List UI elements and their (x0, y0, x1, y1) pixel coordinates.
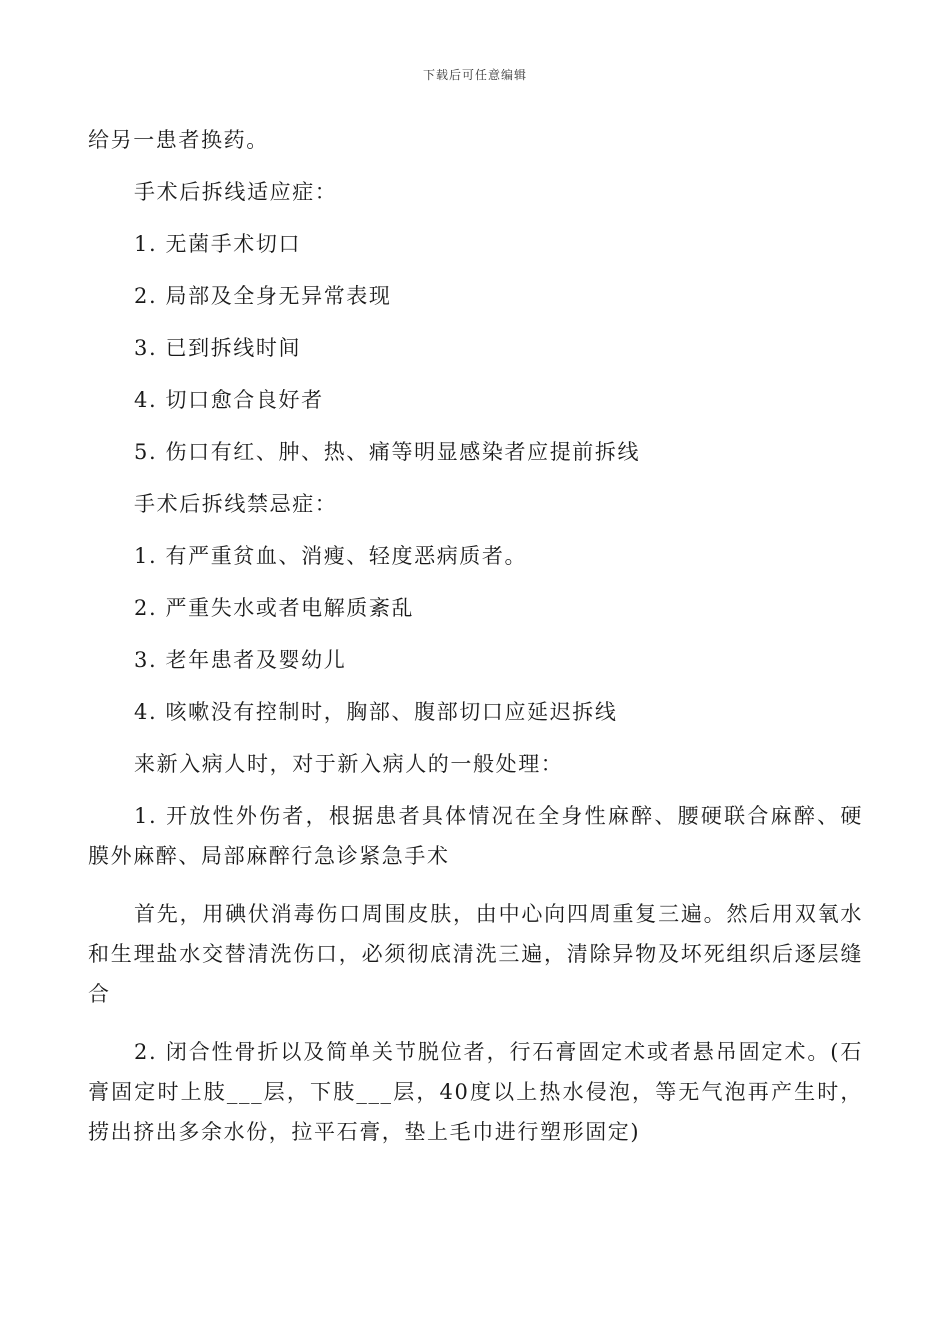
document-body (88, 120, 863, 1170)
section-heading-contraindications: 手术后拆线禁忌症： (134, 492, 338, 516)
list-item: 3. 老年患者及婴幼儿 (134, 648, 347, 672)
list-item: 4. 切口愈合良好者 (134, 388, 324, 412)
page-header: 下载后可任意编辑 (422, 68, 527, 82)
list-item: 2. 局部及全身无异常表现 (134, 284, 392, 308)
list-item: 2. 严重失水或者电解质紊乱 (134, 596, 415, 620)
list-item: 1. 无菌手术切口 (134, 232, 302, 256)
section-heading-new-patients: 来新入病人时，对于新入病人的一般处理： (134, 752, 564, 776)
paragraph: 给另一患者换药。 (88, 128, 269, 152)
paragraph: 首先，用碘伏消毒伤口周围皮肤，由中心向四周重复三遍。然后用双氧水和生理盐水交替清洗伤口，必须彻底清洗三遍，清除异物及坏死组织后逐层缝合 (88, 902, 863, 1006)
list-item: 5. 伤口有红、肿、热、痛等明显感染者应提前拆线 (134, 440, 641, 464)
list-item: 1. 有严重贫血、消瘦、轻度恶病质者。 (134, 544, 528, 568)
paragraph: 2. 闭合性骨折以及简单关节脱位者，行石膏固定术或者悬吊固定术。(石膏固定时上肢___层，下肢___层，40度以上热水侵泡，等无气泡再产生时，捞出挤出多余水份，拉平石膏，垫上毛巾进行塑形固定) (88, 1040, 863, 1144)
list-item: 3. 已到拆线时间 (134, 336, 302, 360)
list-item: 4. 咳嗽没有控制时，胸部、腹部切口应延迟拆线 (134, 700, 618, 724)
section-heading-indications: 手术后拆线适应症： (134, 180, 338, 204)
paragraph: 1. 开放性外伤者，根据患者具体情况在全身性麻醉、腰硬联合麻醉、硬膜外麻醉、局部麻醉行急诊紧急手术 (88, 804, 863, 868)
